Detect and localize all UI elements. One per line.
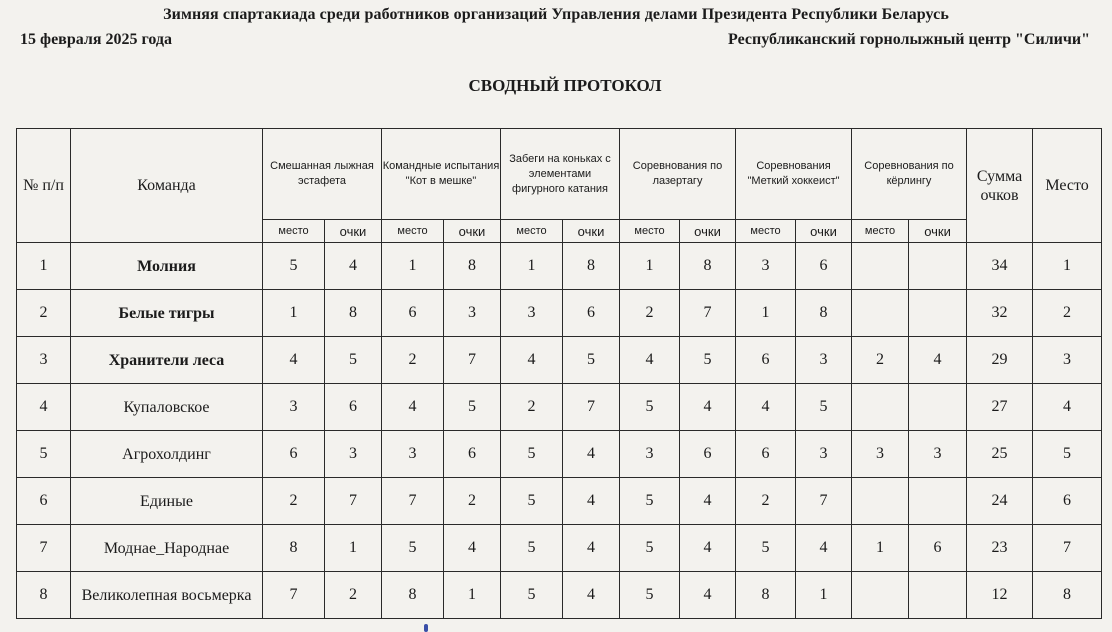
row-number: 1: [17, 243, 71, 290]
place-cell: 7: [263, 572, 325, 619]
row-number: 6: [17, 478, 71, 525]
place-cell: 4: [263, 337, 325, 384]
place-cell: 2: [852, 337, 909, 384]
points-cell: 3: [444, 290, 501, 337]
place-cell: 1: [382, 243, 444, 290]
points-cell: [909, 478, 967, 525]
final-place-cell: 6: [1033, 478, 1102, 525]
table-row: [17, 243, 1102, 290]
subheader-points: очки: [909, 220, 967, 243]
protocol-title: СВОДНЫЙ ПРОТОКОЛ: [468, 76, 662, 95]
place-cell: [852, 290, 909, 337]
team-name: Единые: [71, 478, 263, 525]
col-total-header: Сумма очков: [967, 129, 1033, 243]
team-name: Великолепная восьмерка: [71, 572, 263, 619]
place-cell: 3: [382, 431, 444, 478]
points-cell: 2: [444, 478, 501, 525]
subheader-points: очки: [563, 220, 620, 243]
ink-mark: [424, 624, 428, 632]
team-name: Моднае_Народнае: [71, 525, 263, 572]
final-place-cell: 8: [1033, 572, 1102, 619]
points-cell: 1: [796, 572, 852, 619]
total-cell: 24: [967, 478, 1033, 525]
place-cell: 6: [736, 337, 796, 384]
final-place-cell: 2: [1033, 290, 1102, 337]
place-cell: 8: [382, 572, 444, 619]
total-cell: 29: [967, 337, 1033, 384]
row-number: 3: [17, 337, 71, 384]
event-venue: Республиканский горнолыжный центр "Силичи": [728, 31, 1090, 48]
points-cell: 8: [680, 243, 736, 290]
table-row: [17, 478, 1102, 525]
points-cell: 6: [444, 431, 501, 478]
points-cell: 1: [325, 525, 382, 572]
table-row: [17, 384, 1102, 431]
place-cell: [852, 478, 909, 525]
points-cell: [909, 572, 967, 619]
team-name: Молния: [71, 243, 263, 290]
place-cell: 1: [263, 290, 325, 337]
final-place-cell: 5: [1033, 431, 1102, 478]
points-cell: 2: [325, 572, 382, 619]
points-cell: 4: [680, 478, 736, 525]
subheader-place: место: [736, 220, 796, 243]
place-cell: 2: [620, 290, 680, 337]
points-cell: 5: [680, 337, 736, 384]
points-cell: 4: [444, 525, 501, 572]
place-cell: 8: [736, 572, 796, 619]
place-cell: 5: [620, 478, 680, 525]
points-cell: 7: [325, 478, 382, 525]
points-cell: 8: [325, 290, 382, 337]
place-cell: 5: [382, 525, 444, 572]
subheader-place: место: [263, 220, 325, 243]
points-cell: 4: [325, 243, 382, 290]
col-place-header: Место: [1033, 129, 1102, 243]
subheader-points: очки: [796, 220, 852, 243]
row-number: 2: [17, 290, 71, 337]
col-discipline-header: Забеги на коньках с элементами фигурного катания: [501, 129, 620, 220]
final-place-cell: 3: [1033, 337, 1102, 384]
place-cell: 5: [736, 525, 796, 572]
points-cell: 6: [563, 290, 620, 337]
points-cell: 4: [909, 337, 967, 384]
points-cell: 3: [796, 337, 852, 384]
points-cell: [909, 290, 967, 337]
subheader-place: место: [620, 220, 680, 243]
table-row: [17, 525, 1102, 572]
place-cell: 3: [263, 384, 325, 431]
place-cell: 8: [263, 525, 325, 572]
subheader-points: очки: [680, 220, 736, 243]
total-cell: 27: [967, 384, 1033, 431]
place-cell: 5: [501, 525, 563, 572]
team-name: Купаловское: [71, 384, 263, 431]
table-row: [17, 431, 1102, 478]
total-cell: 25: [967, 431, 1033, 478]
final-place-cell: 1: [1033, 243, 1102, 290]
points-cell: 1: [444, 572, 501, 619]
subheader-points: очки: [444, 220, 501, 243]
place-cell: [852, 243, 909, 290]
points-cell: [909, 384, 967, 431]
table-row: [17, 290, 1102, 337]
place-cell: 2: [382, 337, 444, 384]
points-cell: 7: [680, 290, 736, 337]
table-body: [17, 243, 1102, 619]
place-cell: 4: [382, 384, 444, 431]
team-name: Хранители леса: [71, 337, 263, 384]
place-cell: 5: [501, 431, 563, 478]
place-cell: 4: [620, 337, 680, 384]
place-cell: 2: [736, 478, 796, 525]
total-cell: 12: [967, 572, 1033, 619]
place-cell: 1: [852, 525, 909, 572]
total-cell: 23: [967, 525, 1033, 572]
points-cell: 3: [796, 431, 852, 478]
team-name: Белые тигры: [71, 290, 263, 337]
points-cell: 7: [796, 478, 852, 525]
place-cell: 1: [501, 243, 563, 290]
subheader-place: место: [852, 220, 909, 243]
points-cell: 4: [680, 384, 736, 431]
points-cell: 4: [796, 525, 852, 572]
place-cell: 5: [620, 572, 680, 619]
col-discipline-header: Соревнования по кёрлингу: [852, 129, 967, 220]
col-team-header: Команда: [71, 129, 263, 243]
col-number-header: № п/п: [17, 129, 71, 243]
place-cell: 5: [501, 572, 563, 619]
points-cell: 5: [563, 337, 620, 384]
place-cell: 2: [501, 384, 563, 431]
place-cell: 6: [382, 290, 444, 337]
place-cell: 5: [501, 478, 563, 525]
points-cell: 4: [563, 431, 620, 478]
col-discipline-header: Соревнования "Меткий хоккеист": [736, 129, 852, 220]
table-row: [17, 337, 1102, 384]
points-cell: 5: [444, 384, 501, 431]
points-cell: 5: [325, 337, 382, 384]
points-cell: 8: [563, 243, 620, 290]
total-cell: 32: [967, 290, 1033, 337]
total-cell: 34: [967, 243, 1033, 290]
points-cell: 4: [563, 572, 620, 619]
row-number: 5: [17, 431, 71, 478]
place-cell: 6: [263, 431, 325, 478]
points-cell: 4: [563, 525, 620, 572]
subheader-points: очки: [325, 220, 382, 243]
points-cell: 6: [680, 431, 736, 478]
final-place-cell: 4: [1033, 384, 1102, 431]
final-place-cell: 7: [1033, 525, 1102, 572]
place-cell: 7: [382, 478, 444, 525]
place-cell: 5: [263, 243, 325, 290]
place-cell: [852, 384, 909, 431]
points-cell: 4: [680, 525, 736, 572]
place-cell: 1: [736, 290, 796, 337]
table-row: [17, 572, 1102, 619]
subheader-place: место: [501, 220, 563, 243]
place-cell: 6: [736, 431, 796, 478]
place-cell: 1: [620, 243, 680, 290]
place-cell: 4: [736, 384, 796, 431]
points-cell: 4: [563, 478, 620, 525]
team-name: Агрохолдинг: [71, 431, 263, 478]
col-discipline-header: Смешанная лыжная эстафета: [263, 129, 382, 220]
summary-protocol-table: [16, 128, 1102, 619]
place-cell: 5: [620, 525, 680, 572]
place-cell: [852, 572, 909, 619]
points-cell: 5: [796, 384, 852, 431]
points-cell: 6: [909, 525, 967, 572]
points-cell: 8: [444, 243, 501, 290]
points-cell: 3: [325, 431, 382, 478]
row-number: 8: [17, 572, 71, 619]
place-cell: 2: [263, 478, 325, 525]
place-cell: 3: [501, 290, 563, 337]
col-discipline-header: Соревнования по лазертагу: [620, 129, 736, 220]
points-cell: 7: [563, 384, 620, 431]
points-cell: 8: [796, 290, 852, 337]
points-cell: 6: [796, 243, 852, 290]
row-number: 4: [17, 384, 71, 431]
place-cell: 5: [620, 384, 680, 431]
row-number: 7: [17, 525, 71, 572]
col-discipline-header: Командные испытания "Кот в мешке": [382, 129, 501, 220]
event-date: 15 февраля 2025 года: [20, 31, 172, 48]
points-cell: 6: [325, 384, 382, 431]
points-cell: [909, 243, 967, 290]
event-title: Зимняя спартакиада среди работников организаций Управления делами Президента Республики Беларусь: [163, 6, 949, 23]
place-cell: 4: [501, 337, 563, 384]
place-cell: 3: [852, 431, 909, 478]
subheader-place: место: [382, 220, 444, 243]
place-cell: 3: [620, 431, 680, 478]
points-cell: 4: [680, 572, 736, 619]
points-cell: 3: [909, 431, 967, 478]
header-row: [17, 129, 1102, 220]
points-cell: 7: [444, 337, 501, 384]
place-cell: 3: [736, 243, 796, 290]
